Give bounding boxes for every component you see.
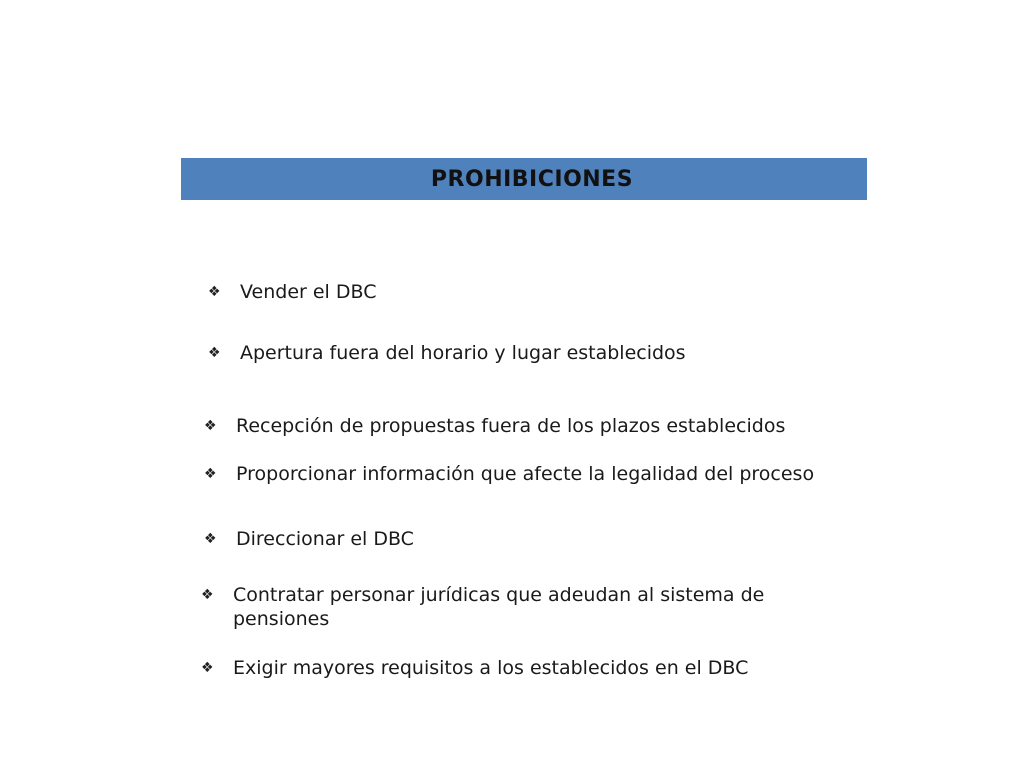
list-item [201,656,748,680]
slide-title: PROHIBICIONES [430,166,634,192]
list-item-text: Recepción de propuestas fuera de los plazos establecidos [236,415,786,437]
list-item [201,583,813,631]
title-bar [181,158,867,200]
list-item-text: Direccionar el DBC [236,528,414,550]
list-item [208,341,686,365]
list-item [204,462,814,486]
diamond-bullet-icon: ❖ [204,466,217,482]
list-item-text: Vender el DBC [240,281,377,303]
list-item-text: Proporcionar información que afecte la legalidad del proceso [236,463,815,485]
diamond-bullet-icon: ❖ [208,284,221,300]
list-item [204,527,414,551]
list-item-text: Apertura fuera del horario y lugar establecidos [240,342,686,364]
list-item-text: Contratar personar jurídicas que adeudan al sistema de pensiones [233,584,765,630]
diamond-bullet-icon: ❖ [204,531,217,547]
list-item [204,414,785,438]
list-item-text: Exigir mayores requisitos a los establecidos en el DBC [233,657,749,679]
diamond-bullet-icon: ❖ [204,418,217,434]
list-item [208,280,376,304]
diamond-bullet-icon: ❖ [201,660,214,676]
diamond-bullet-icon: ❖ [201,587,214,603]
diamond-bullet-icon: ❖ [208,345,221,361]
